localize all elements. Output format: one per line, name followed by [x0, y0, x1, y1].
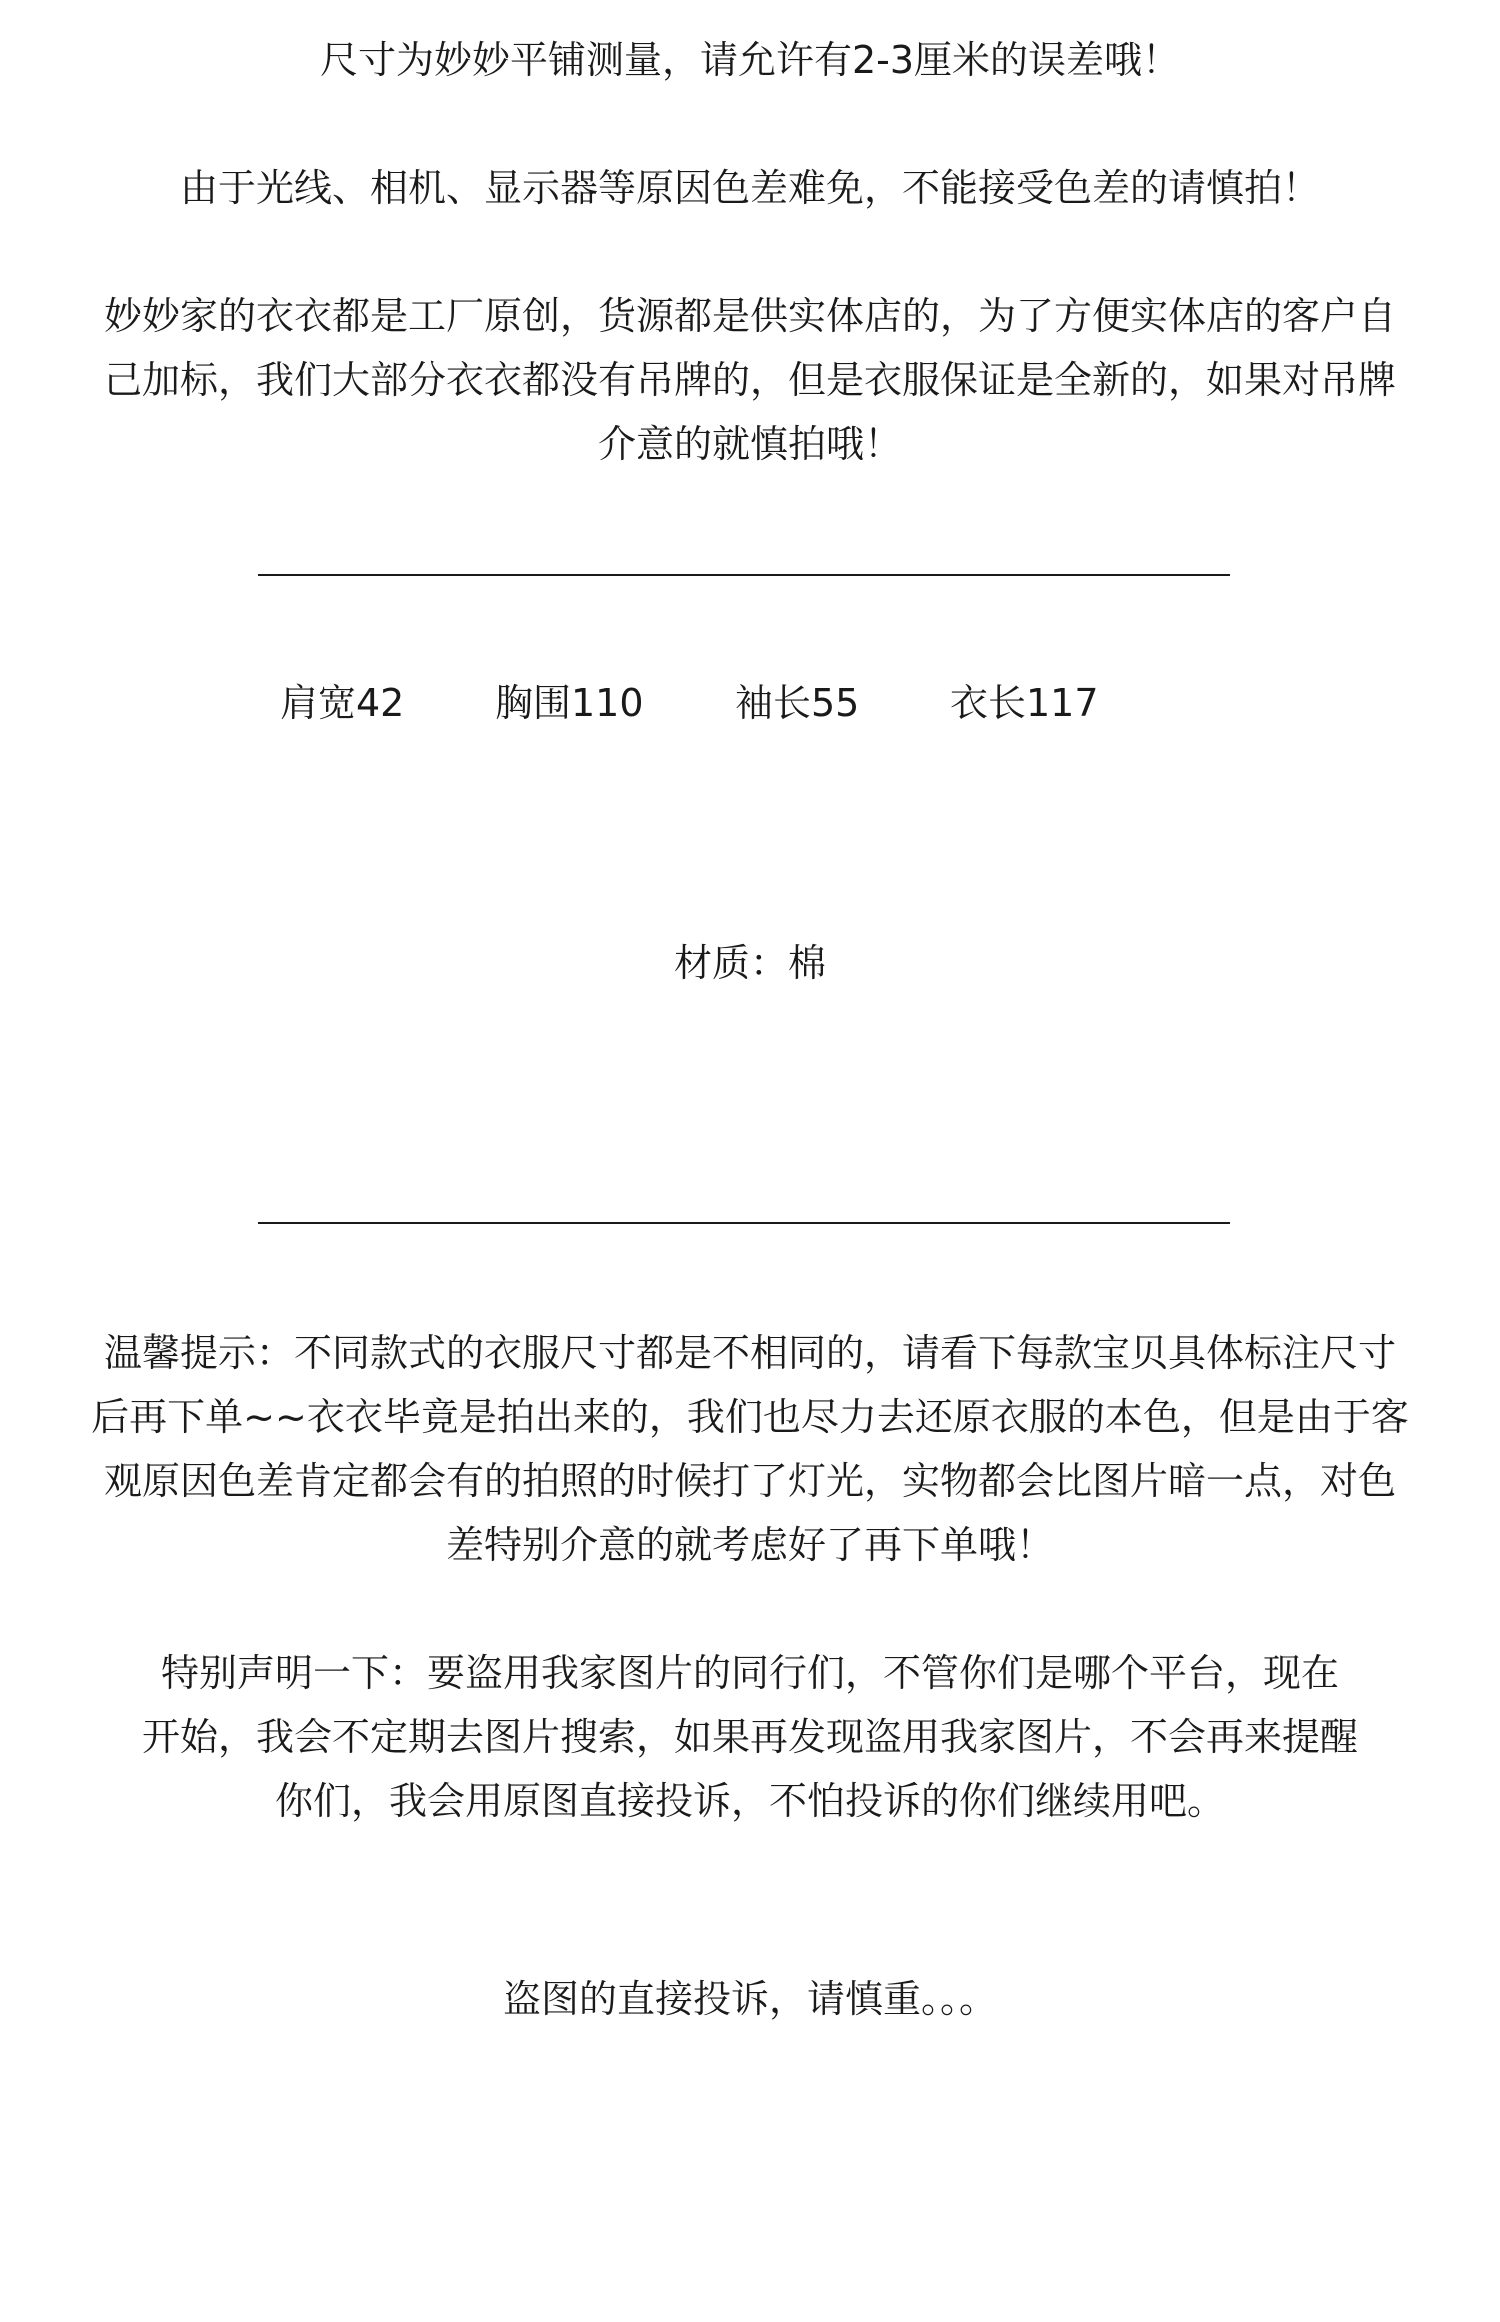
material-label: 材质：棉: [673, 941, 826, 985]
tips-line-3: 观原因色差肯定都会有的拍照的时候打了灯光，实物都会比图片暗一点，对色: [103, 1459, 1396, 1503]
divider-bottom: [258, 1222, 1230, 1224]
tips-line-2: 后再下单~~衣衣毕竟是拍出来的，我们也尽力去还原衣服的本色，但是由于客: [91, 1395, 1409, 1439]
tag-notice-line-1: 妙妙家的衣衣都是工厂原创，货源都是供实体店的，为了方便实体店的客户自: [103, 294, 1396, 338]
size-sleeve: 袖长55: [735, 681, 860, 725]
size-shoulder: 肩宽42: [280, 681, 405, 725]
tag-notice-line-3: 介意的就慎拍哦！: [597, 422, 902, 466]
size-row: [0, 680, 1500, 726]
size-length: 衣长117: [950, 681, 1099, 725]
divider-top: [258, 574, 1230, 576]
tag-notice-line-2: 己加标，我们大部分衣衣都没有吊牌的，但是衣服保证是全新的，如果对吊牌: [103, 358, 1396, 402]
tips-line-4: 差特别介意的就考虑好了再下单哦！: [445, 1523, 1054, 1567]
color-difference-notice: 由于光线、相机、显示器等原因色差难免，不能接受色差的请慎拍！: [179, 166, 1320, 210]
statement-line-3: 你们，我会用原图直接投诉，不怕投诉的你们继续用吧。: [274, 1779, 1225, 1823]
tips-line-1: 温馨提示：不同款式的衣服尺寸都是不相同的，请看下每款宝贝具体标注尺寸: [103, 1331, 1396, 1375]
measurement-notice: 尺寸为妙妙平铺测量，请允许有2-3厘米的误差哦！: [319, 38, 1181, 82]
size-chest: 胸围110: [495, 681, 644, 725]
statement-line-1: 特别声明一下：要盗用我家图片的同行们，不管你们是哪个平台，现在: [160, 1651, 1339, 1695]
statement-line-2: 开始，我会不定期去图片搜索，如果再发现盗用我家图片，不会再来提醒: [141, 1715, 1358, 1759]
image-theft-warning: 盗图的直接投诉，请慎重。。。: [502, 1977, 997, 2021]
